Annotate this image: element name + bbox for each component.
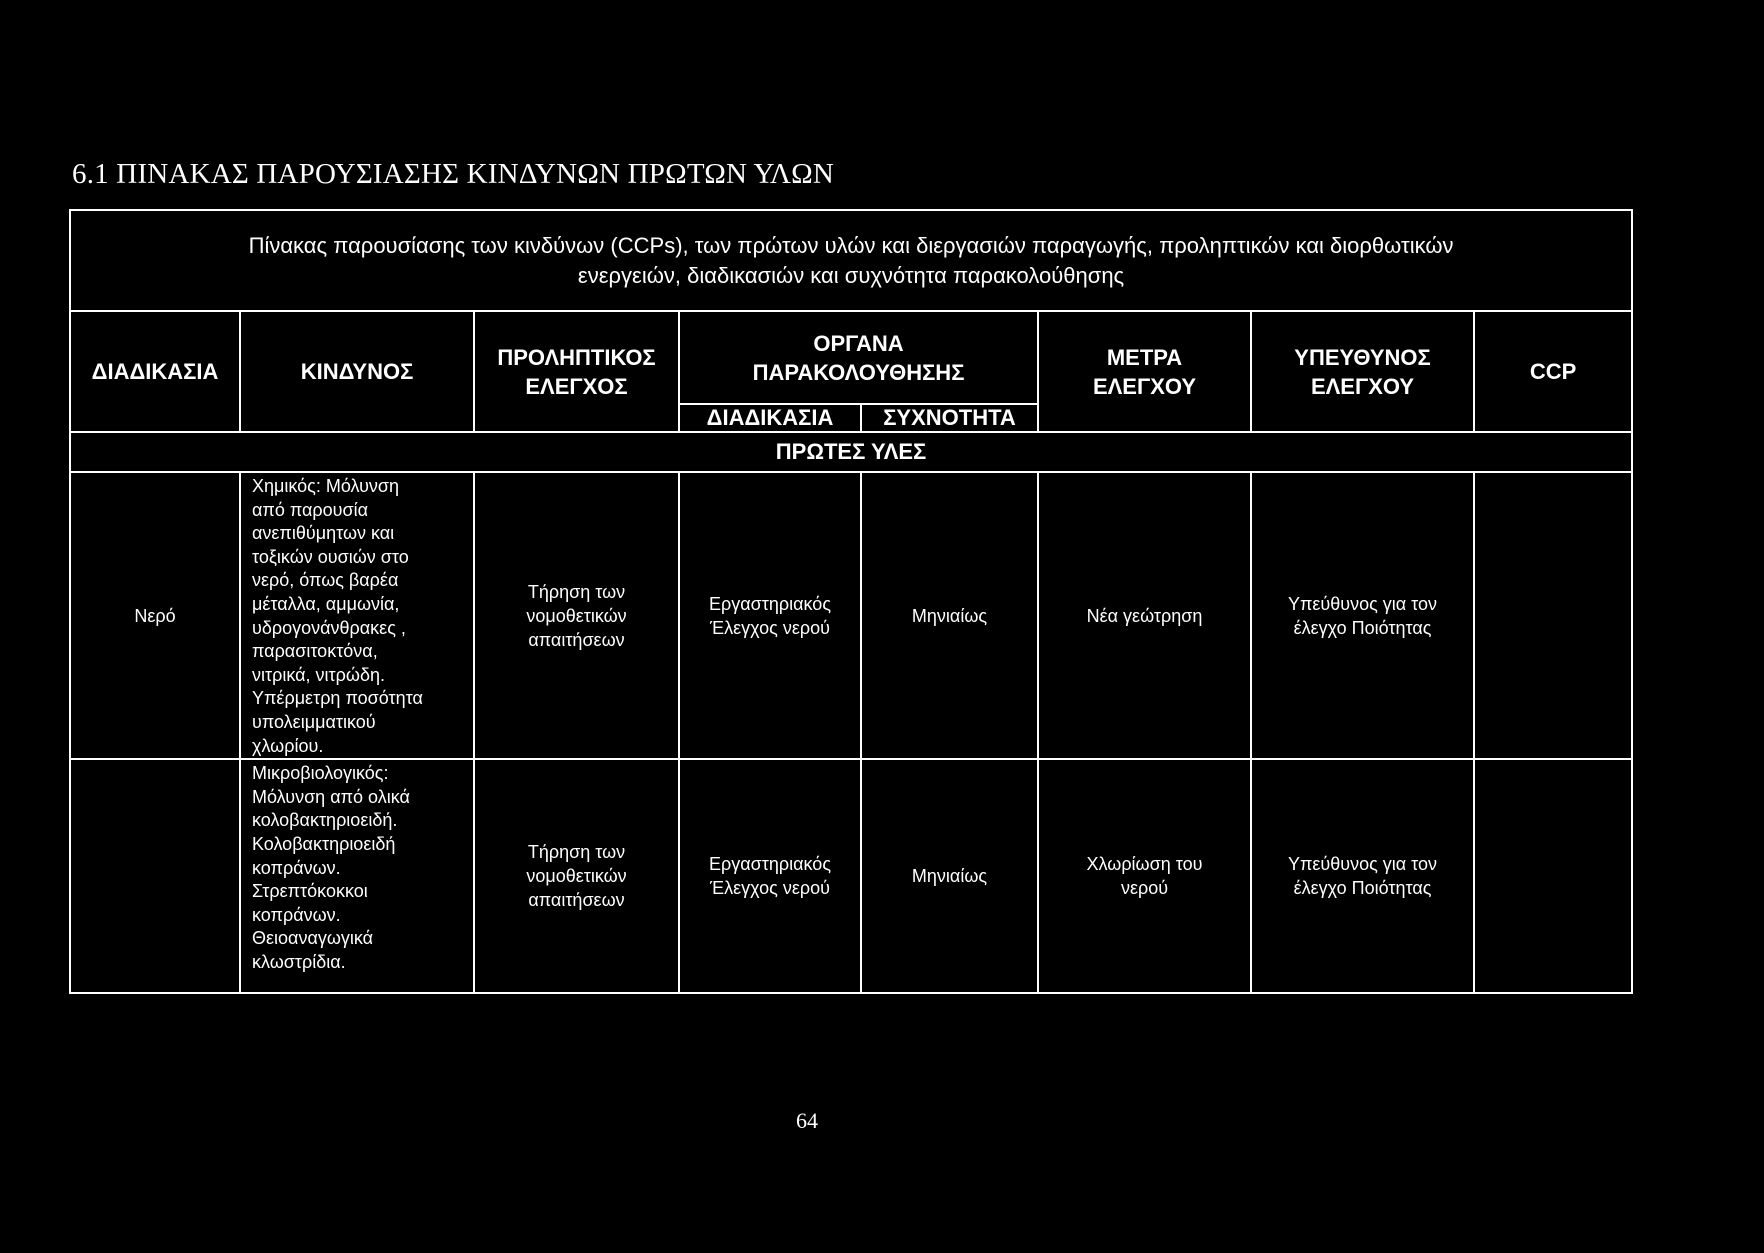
cell-preventive-control: Τήρηση των νομοθετικών απαιτήσεων [474,472,679,759]
header-hazard: ΚΙΝΔΥΝΟΣ [240,311,474,432]
header-row [70,311,1632,404]
section-title: ΠΡΩΤΕΣ ΥΛΕΣ [70,432,1632,472]
cell-ccp [1474,472,1632,759]
cell-monitoring-procedure: Εργαστηριακός Έλεγχος νερού [679,472,861,759]
header-monitoring-frequency: ΣΥΧΝΟΤΗΤΑ [861,404,1038,432]
cell-preventive-control: Τήρηση των νομοθετικών απαιτήσεων [474,759,679,993]
hazard-table [69,209,1633,994]
caption-line-2: ενεργειών, διαδικασιών και συχνότητα παρακολούθησης [577,262,1125,288]
caption-line-1: Πίνακας παρουσίασης των κινδύνων (CCPs), των πρώτων υλών και διεργασιών παραγωγής, προληπτικών και διορθωτικών [248,232,1454,258]
cell-control-measures: Νέα γεώτρηση [1038,472,1251,759]
table-row [70,759,1632,993]
cell-monitoring-frequency: Μηνιαίως [861,759,1038,993]
cell-responsible: Υπεύθυνος για τον έλεγχο Ποιότητας [1251,472,1474,759]
header-monitoring: ΟΡΓΑΝΑ ΠΑΡΑΚΟΛΟΥΘΗΣΗΣ [679,311,1038,404]
cell-hazard: Χημικός: Μόλυνση από παρουσία ανεπιθύμητων και τοξικών ουσιών στο νερό, όπως βαρέα μέταλλα, αμμωνία, υδρογονάνθρακες , παρασιτοκτόνα, νιτρικά, νιτρώδη. Υπέρμετρη ποσότητα υπολειμματικού χλωρίου. [240,472,474,759]
cell-monitoring-frequency: Μηνιαίως [861,472,1038,759]
cell-hazard: Μικροβιολογικός: Μόλυνση από ολικά κολοβακτηριοειδή. Κολοβακτηριοειδή κοπράνων. Στρεπτόκοκκοι κοπράνων. Θειοαναγωγικά κλωστρίδια. [240,759,474,993]
table-caption-row [70,210,1632,311]
document-heading: 6.1 ΠΙΝΑΚΑΣ ΠΑΡΟΥΣΙΑΣΗΣ ΚΙΝΔΥΝΩΝ ΠΡΩΤΩΝ ΥΛΩΝ [72,158,835,190]
header-ccp: CCP [1474,311,1632,432]
cell-control-measures: Χλωρίωση του νερού [1038,759,1251,993]
cell-process: Νερό [70,472,240,759]
cell-process [70,759,240,993]
table-caption [70,210,1632,311]
table-row [70,472,1632,759]
header-process: ΔΙΑΔΙΚΑΣΙΑ [70,311,240,432]
page-number: 64 [796,1108,818,1133]
header-responsible: ΥΠΕΥΘΥΝΟΣ ΕΛΕΓΧΟΥ [1251,311,1474,432]
header-preventive-control: ΠΡΟΛΗΠΤΙΚΟΣ ΕΛΕΓΧΟΣ [474,311,679,432]
header-control-measures: ΜΕΤΡΑ ΕΛΕΓΧΟΥ [1038,311,1251,432]
cell-responsible: Υπεύθυνος για τον έλεγχο Ποιότητας [1251,759,1474,993]
header-monitoring-procedure: ΔΙΑΔΙΚΑΣΙΑ [679,404,861,432]
cell-monitoring-procedure: Εργαστηριακός Έλεγχος νερού [679,759,861,993]
section-row [70,432,1632,472]
cell-ccp [1474,759,1632,993]
